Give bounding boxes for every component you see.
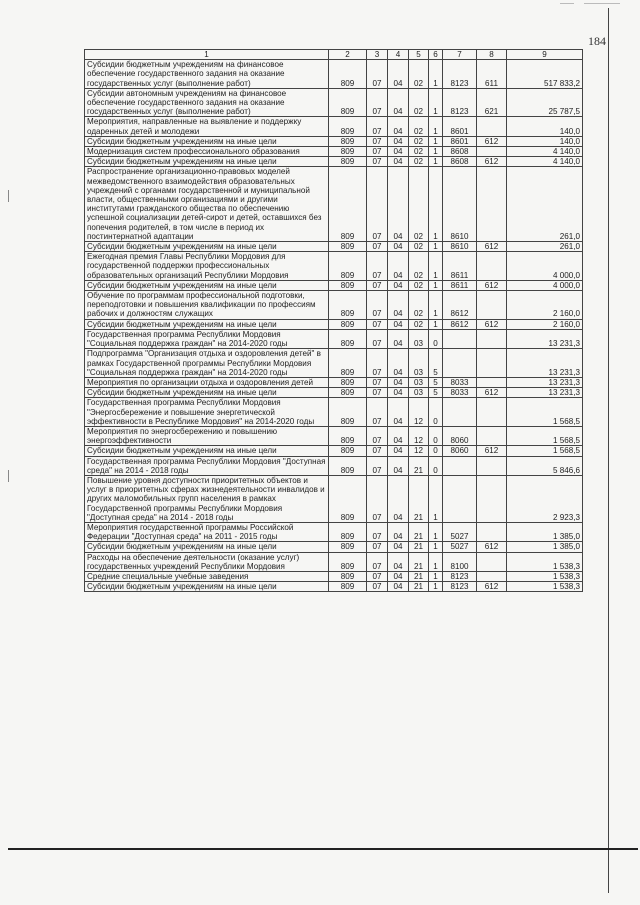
target-code-cell: 8100 (443, 552, 477, 571)
expense-type-cell (477, 456, 507, 475)
column-header: 3 (367, 50, 388, 60)
amount-cell: 25 787,5 (507, 88, 583, 117)
admin-code-cell: 809 (329, 147, 367, 157)
program-code-cell: 12 (409, 398, 429, 427)
table-body (85, 60, 583, 592)
program-code-cell: 03 (409, 349, 429, 378)
admin-code-cell: 809 (329, 157, 367, 167)
program-code-cell: 02 (409, 167, 429, 242)
amount-cell: 13 231,3 (507, 349, 583, 378)
program-code-cell: 21 (409, 582, 429, 592)
section-code-cell: 07 (367, 117, 388, 136)
row-name-cell: Субсидии бюджетным учреждениям на иные цели (85, 542, 329, 552)
subprogram-code-cell: 1 (429, 552, 443, 571)
program-code-cell: 02 (409, 88, 429, 117)
expense-type-cell (477, 167, 507, 242)
expense-type-cell (477, 398, 507, 427)
program-code-cell: 21 (409, 475, 429, 522)
expense-type-cell (477, 571, 507, 581)
subsection-code-cell: 04 (388, 388, 409, 398)
table-row (85, 88, 583, 117)
column-header: 5 (409, 50, 429, 60)
section-code-cell: 07 (367, 88, 388, 117)
expense-type-cell (477, 349, 507, 378)
subsection-code-cell: 04 (388, 280, 409, 290)
amount-cell: 140,0 (507, 117, 583, 136)
subprogram-code-cell: 1 (429, 280, 443, 290)
subsection-code-cell: 04 (388, 242, 409, 252)
amount-cell: 1 538,3 (507, 582, 583, 592)
subsection-code-cell: 04 (388, 319, 409, 329)
row-name-cell: Повышение уровня доступности приоритетных объектов и услуг в приоритетных сферах жизнедеятельности инвалидов и других маломобильных групп населения в рамках Государственной программы Республики Мордовия "Доступная среда" на 2014 - 2018 годы (85, 475, 329, 522)
scan-artifact-mark (8, 190, 9, 202)
amount-cell: 13 231,3 (507, 377, 583, 387)
subsection-code-cell: 04 (388, 426, 409, 445)
table-row (85, 582, 583, 592)
budget-table (84, 49, 583, 592)
subprogram-code-cell: 1 (429, 522, 443, 541)
table-row (85, 60, 583, 89)
row-name-cell: Расходы на обеспечение деятельности (оказание услуг) государственных учреждений Республики Мордовия (85, 552, 329, 571)
row-name-cell: Субсидии бюджетным учреждениям на иные цели (85, 157, 329, 167)
program-code-cell: 03 (409, 377, 429, 387)
table-header-row (85, 50, 583, 60)
row-name-cell: Мероприятия государственной программы Российской Федерации "Доступная среда" на 2011 - 2015 годы (85, 522, 329, 541)
subprogram-code-cell: 1 (429, 252, 443, 281)
admin-code-cell: 809 (329, 552, 367, 571)
row-name-cell: Субсидии автономным учреждениям на финансовое обеспечение государственного задания на оказание государственных услуг (выполнение работ) (85, 88, 329, 117)
section-code-cell: 07 (367, 60, 388, 89)
target-code-cell (443, 475, 477, 522)
amount-cell: 4 140,0 (507, 147, 583, 157)
section-code-cell: 07 (367, 426, 388, 445)
subprogram-code-cell: 0 (429, 329, 443, 348)
amount-cell: 1 538,3 (507, 552, 583, 571)
subsection-code-cell: 04 (388, 252, 409, 281)
section-code-cell: 07 (367, 280, 388, 290)
subprogram-code-cell: 0 (429, 426, 443, 445)
program-code-cell: 02 (409, 242, 429, 252)
expense-type-cell: 612 (477, 388, 507, 398)
section-code-cell: 07 (367, 475, 388, 522)
admin-code-cell: 809 (329, 582, 367, 592)
table-row (85, 252, 583, 281)
expense-type-cell: 612 (477, 242, 507, 252)
expense-type-cell (477, 117, 507, 136)
subsection-code-cell: 04 (388, 291, 409, 320)
row-name-cell: Мероприятия по энергосбережению и повышению энергоэффективности (85, 426, 329, 445)
subsection-code-cell: 04 (388, 446, 409, 456)
subsection-code-cell: 04 (388, 398, 409, 427)
subsection-code-cell: 04 (388, 157, 409, 167)
target-code-cell (443, 349, 477, 378)
table-row (85, 136, 583, 146)
expense-type-cell (477, 475, 507, 522)
row-name-cell: Государственная программа Республики Мордовия "Доступная среда" на 2014 - 2018 годы (85, 456, 329, 475)
table-row (85, 349, 583, 378)
table-row (85, 291, 583, 320)
section-code-cell: 07 (367, 377, 388, 387)
program-code-cell: 02 (409, 60, 429, 89)
expense-type-cell: 612 (477, 319, 507, 329)
amount-cell: 1 568,5 (507, 446, 583, 456)
row-name-cell: Мероприятия по организации отдыха и оздоровления детей (85, 377, 329, 387)
subsection-code-cell: 04 (388, 88, 409, 117)
amount-cell: 1 568,5 (507, 398, 583, 427)
table-row (85, 329, 583, 348)
subsection-code-cell: 04 (388, 349, 409, 378)
row-name-cell: Распространение организационно-правовых моделей межведомственного взаимодействия образовательных учреждений с органами государственной и муниципальной власти, общественными организациями и другими институтами гражданского общества по обеспечению успешной социализации детей-сирот и детей, оставшихся без попечения родителей, в том числе в период их постинтернатной адаптации (85, 167, 329, 242)
target-code-cell: 8033 (443, 388, 477, 398)
target-code-cell (443, 329, 477, 348)
scan-edge-line (608, 8, 609, 893)
subsection-code-cell: 04 (388, 571, 409, 581)
program-code-cell: 12 (409, 426, 429, 445)
subsection-code-cell: 04 (388, 475, 409, 522)
table-row (85, 117, 583, 136)
column-header: 2 (329, 50, 367, 60)
expense-type-cell (477, 377, 507, 387)
subsection-code-cell: 04 (388, 167, 409, 242)
amount-cell: 13 231,3 (507, 388, 583, 398)
section-code-cell: 07 (367, 571, 388, 581)
row-name-cell: Обучение по программам профессиональной подготовки, переподготовки и повышения квалификации по профессиям рабочих и должностям служащих (85, 291, 329, 320)
table-row (85, 446, 583, 456)
target-code-cell: 8601 (443, 136, 477, 146)
subprogram-code-cell: 1 (429, 582, 443, 592)
target-code-cell: 8123 (443, 60, 477, 89)
admin-code-cell: 809 (329, 242, 367, 252)
amount-cell: 1 385,0 (507, 522, 583, 541)
expense-type-cell (477, 329, 507, 348)
subprogram-code-cell: 1 (429, 147, 443, 157)
admin-code-cell: 809 (329, 475, 367, 522)
admin-code-cell: 809 (329, 291, 367, 320)
admin-code-cell: 809 (329, 280, 367, 290)
table-row (85, 552, 583, 571)
target-code-cell: 8123 (443, 582, 477, 592)
expense-type-cell: 612 (477, 280, 507, 290)
table-row (85, 377, 583, 387)
section-code-cell: 07 (367, 329, 388, 348)
expense-type-cell: 611 (477, 60, 507, 89)
subprogram-code-cell: 1 (429, 88, 443, 117)
target-code-cell: 8123 (443, 88, 477, 117)
table-row (85, 426, 583, 445)
admin-code-cell: 809 (329, 377, 367, 387)
target-code-cell: 5027 (443, 522, 477, 541)
table-row (85, 475, 583, 522)
subprogram-code-cell: 1 (429, 475, 443, 522)
program-code-cell: 02 (409, 136, 429, 146)
column-header: 9 (507, 50, 583, 60)
row-name-cell: Субсидии бюджетным учреждениям на иные цели (85, 280, 329, 290)
target-code-cell: 8611 (443, 280, 477, 290)
amount-cell: 2 160,0 (507, 291, 583, 320)
table-row (85, 522, 583, 541)
target-code-cell: 8123 (443, 571, 477, 581)
expense-type-cell: 612 (477, 136, 507, 146)
admin-code-cell: 809 (329, 319, 367, 329)
subprogram-code-cell: 5 (429, 377, 443, 387)
row-name-cell: Субсидии бюджетным учреждениям на иные цели (85, 446, 329, 456)
section-code-cell: 07 (367, 242, 388, 252)
admin-code-cell: 809 (329, 446, 367, 456)
subsection-code-cell: 04 (388, 542, 409, 552)
admin-code-cell: 809 (329, 117, 367, 136)
expense-type-cell (477, 291, 507, 320)
subprogram-code-cell: 1 (429, 117, 443, 136)
row-name-cell: Субсидии бюджетным учреждениям на иные цели (85, 388, 329, 398)
program-code-cell: 02 (409, 147, 429, 157)
table-row (85, 167, 583, 242)
target-code-cell: 8612 (443, 291, 477, 320)
amount-cell: 13 231,3 (507, 329, 583, 348)
subsection-code-cell: 04 (388, 117, 409, 136)
amount-cell: 2 160,0 (507, 319, 583, 329)
target-code-cell (443, 456, 477, 475)
section-code-cell: 07 (367, 167, 388, 242)
subsection-code-cell: 04 (388, 522, 409, 541)
target-code-cell: 8608 (443, 147, 477, 157)
section-code-cell: 07 (367, 582, 388, 592)
amount-cell: 5 846,6 (507, 456, 583, 475)
program-code-cell: 21 (409, 571, 429, 581)
column-header: 7 (443, 50, 477, 60)
target-code-cell: 8060 (443, 446, 477, 456)
target-code-cell: 8608 (443, 157, 477, 167)
row-name-cell: Мероприятия, направленные на выявление и поддержку одаренных детей и молодежи (85, 117, 329, 136)
target-code-cell (443, 398, 477, 427)
subsection-code-cell: 04 (388, 147, 409, 157)
subprogram-code-cell: 0 (429, 446, 443, 456)
row-name-cell: Субсидии бюджетным учреждениям на финансовое обеспечение государственного задания на оказание государственных услуг (выполнение работ) (85, 60, 329, 89)
target-code-cell: 8601 (443, 117, 477, 136)
section-code-cell: 07 (367, 456, 388, 475)
amount-cell: 1 568,5 (507, 426, 583, 445)
column-header: 8 (477, 50, 507, 60)
admin-code-cell: 809 (329, 136, 367, 146)
subprogram-code-cell: 0 (429, 456, 443, 475)
row-name-cell: Подпрограмма "Организация отдыха и оздоровления детей" в рамках Государственной программы Республики Мордовия "Социальная поддержка граждан" на 2014-2020 годы (85, 349, 329, 378)
program-code-cell: 12 (409, 446, 429, 456)
row-name-cell: Средние специальные учебные заведения (85, 571, 329, 581)
table-row (85, 157, 583, 167)
expense-type-cell: 612 (477, 542, 507, 552)
row-name-cell: Субсидии бюджетным учреждениям на иные цели (85, 242, 329, 252)
expense-type-cell (477, 147, 507, 157)
section-code-cell: 07 (367, 388, 388, 398)
admin-code-cell: 809 (329, 252, 367, 281)
target-code-cell: 5027 (443, 542, 477, 552)
section-code-cell: 07 (367, 147, 388, 157)
program-code-cell: 02 (409, 252, 429, 281)
target-code-cell: 8610 (443, 242, 477, 252)
target-code-cell: 8033 (443, 377, 477, 387)
expense-type-cell (477, 426, 507, 445)
amount-cell: 1 538,3 (507, 571, 583, 581)
section-code-cell: 07 (367, 542, 388, 552)
scan-artifact-mark (8, 470, 9, 482)
subprogram-code-cell: 1 (429, 136, 443, 146)
expense-type-cell (477, 522, 507, 541)
target-code-cell: 8611 (443, 252, 477, 281)
subprogram-code-cell: 5 (429, 349, 443, 378)
admin-code-cell: 809 (329, 349, 367, 378)
admin-code-cell: 809 (329, 88, 367, 117)
expense-type-cell: 621 (477, 88, 507, 117)
section-code-cell: 07 (367, 136, 388, 146)
scan-artifact-mark (560, 3, 574, 4)
subprogram-code-cell: 0 (429, 398, 443, 427)
table-row (85, 147, 583, 157)
section-code-cell: 07 (367, 252, 388, 281)
row-name-cell: Субсидии бюджетным учреждениям на иные цели (85, 136, 329, 146)
program-code-cell: 02 (409, 291, 429, 320)
program-code-cell: 21 (409, 456, 429, 475)
row-name-cell: Государственная программа Республики Мордовия "Энергосбережение и повышение энергетической эффективности в Республике Мордовия" на 2014-2020 годы (85, 398, 329, 427)
target-code-cell: 8610 (443, 167, 477, 242)
admin-code-cell: 809 (329, 542, 367, 552)
scan-artifact-mark (584, 3, 620, 4)
amount-cell: 517 833,2 (507, 60, 583, 89)
column-header: 1 (85, 50, 329, 60)
admin-code-cell: 809 (329, 329, 367, 348)
admin-code-cell: 809 (329, 456, 367, 475)
expense-type-cell: 612 (477, 582, 507, 592)
admin-code-cell: 809 (329, 426, 367, 445)
subprogram-code-cell: 1 (429, 242, 443, 252)
table-row (85, 571, 583, 581)
subsection-code-cell: 04 (388, 329, 409, 348)
amount-cell: 4 140,0 (507, 157, 583, 167)
target-code-cell: 8060 (443, 426, 477, 445)
expense-type-cell (477, 252, 507, 281)
program-code-cell: 21 (409, 522, 429, 541)
amount-cell: 4 000,0 (507, 252, 583, 281)
program-code-cell: 02 (409, 280, 429, 290)
row-name-cell: Субсидии бюджетным учреждениям на иные цели (85, 319, 329, 329)
amount-cell: 261,0 (507, 167, 583, 242)
column-header: 6 (429, 50, 443, 60)
page-number: 184 (588, 34, 606, 48)
subprogram-code-cell: 1 (429, 167, 443, 242)
table-row (85, 388, 583, 398)
admin-code-cell: 809 (329, 522, 367, 541)
admin-code-cell: 809 (329, 398, 367, 427)
amount-cell: 2 923,3 (507, 475, 583, 522)
expense-type-cell: 612 (477, 446, 507, 456)
expense-type-cell: 612 (477, 157, 507, 167)
program-code-cell: 21 (409, 542, 429, 552)
column-header: 4 (388, 50, 409, 60)
section-code-cell: 07 (367, 349, 388, 378)
admin-code-cell: 809 (329, 571, 367, 581)
table-row (85, 456, 583, 475)
admin-code-cell: 809 (329, 60, 367, 89)
program-code-cell: 03 (409, 329, 429, 348)
amount-cell: 261,0 (507, 242, 583, 252)
subprogram-code-cell: 1 (429, 60, 443, 89)
section-code-cell: 07 (367, 291, 388, 320)
subsection-code-cell: 04 (388, 60, 409, 89)
program-code-cell: 21 (409, 552, 429, 571)
table-row (85, 280, 583, 290)
table-row (85, 542, 583, 552)
subprogram-code-cell: 1 (429, 157, 443, 167)
admin-code-cell: 809 (329, 167, 367, 242)
program-code-cell: 02 (409, 319, 429, 329)
page-bottom-rule (8, 848, 638, 850)
expense-type-cell (477, 552, 507, 571)
subsection-code-cell: 04 (388, 552, 409, 571)
row-name-cell: Государственная программа Республики Мордовия "Социальная поддержка граждан" на 2014-2020 годы (85, 329, 329, 348)
table-row (85, 398, 583, 427)
program-code-cell: 03 (409, 388, 429, 398)
subprogram-code-cell: 1 (429, 291, 443, 320)
subprogram-code-cell: 1 (429, 571, 443, 581)
row-name-cell: Ежегодная премия Главы Республики Мордовия для государственной поддержки профессиональных образовательных организаций Республики Мордовия (85, 252, 329, 281)
amount-cell: 1 385,0 (507, 542, 583, 552)
subprogram-code-cell: 1 (429, 542, 443, 552)
subsection-code-cell: 04 (388, 582, 409, 592)
row-name-cell: Субсидии бюджетным учреждениям на иные цели (85, 582, 329, 592)
row-name-cell: Модернизация систем профессионального образования (85, 147, 329, 157)
subsection-code-cell: 04 (388, 377, 409, 387)
program-code-cell: 02 (409, 117, 429, 136)
table-row (85, 242, 583, 252)
subprogram-code-cell: 5 (429, 388, 443, 398)
table-row (85, 319, 583, 329)
program-code-cell: 02 (409, 157, 429, 167)
section-code-cell: 07 (367, 319, 388, 329)
target-code-cell: 8612 (443, 319, 477, 329)
subsection-code-cell: 04 (388, 136, 409, 146)
section-code-cell: 07 (367, 552, 388, 571)
section-code-cell: 07 (367, 398, 388, 427)
section-code-cell: 07 (367, 446, 388, 456)
amount-cell: 4 000,0 (507, 280, 583, 290)
subprogram-code-cell: 1 (429, 319, 443, 329)
section-code-cell: 07 (367, 522, 388, 541)
admin-code-cell: 809 (329, 388, 367, 398)
amount-cell: 140,0 (507, 136, 583, 146)
section-code-cell: 07 (367, 157, 388, 167)
subsection-code-cell: 04 (388, 456, 409, 475)
